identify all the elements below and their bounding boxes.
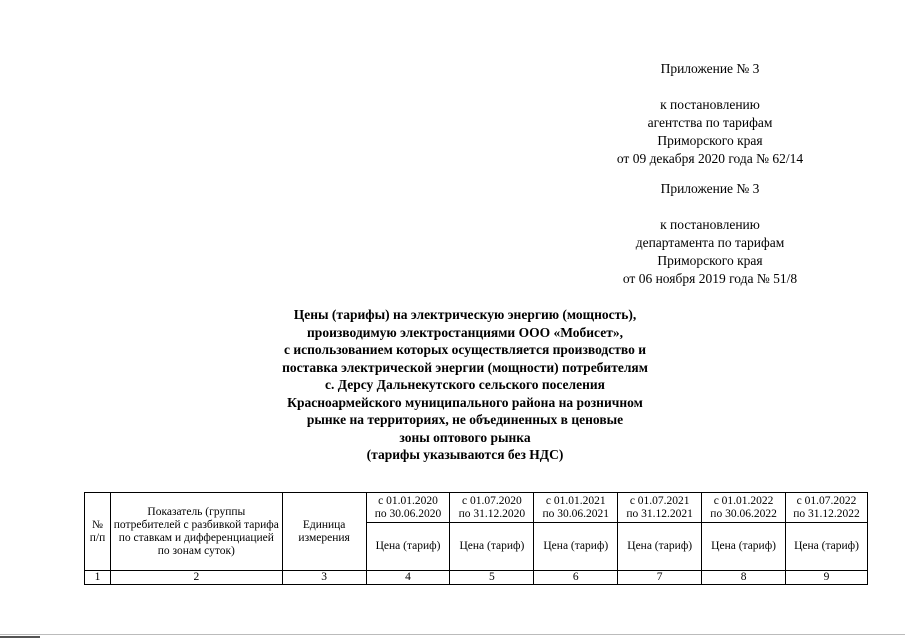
header-period: с 01.07.2021 по 31.12.2021 — [618, 493, 702, 523]
appendix-line: Приморского края — [657, 253, 763, 268]
index-cell: 7 — [618, 571, 702, 585]
title-line: производимую электростанциями ООО «Мобисет», — [307, 324, 623, 340]
header-period: с 01.07.2020 по 31.12.2020 — [450, 493, 534, 523]
index-cell: 1 — [85, 571, 111, 585]
tariff-table — [84, 492, 868, 585]
header-period: с 01.01.2020 по 30.06.2020 — [366, 493, 450, 523]
header-period: с 01.01.2022 по 30.06.2022 — [702, 493, 786, 523]
title-line: поставка электрической энергии (мощности) потребителям — [282, 359, 648, 375]
title-line: с использованием которых осуществляется производство и — [284, 342, 646, 357]
header-price: Цена (тариф) — [702, 523, 786, 571]
title-line: (тарифы указываются без НДС) — [366, 447, 564, 462]
appendix-line: Приморского края — [657, 133, 763, 148]
title-line: зоны оптового рынка — [399, 429, 531, 445]
appendix-number: Приложение № 3 — [660, 61, 760, 76]
appendix-block-2020 — [560, 60, 860, 168]
index-cell: 5 — [450, 571, 534, 585]
title-line: Цены (тарифы) на электрическую энергию (мощность), — [293, 307, 637, 322]
index-cell: 2 — [110, 571, 282, 585]
appendix-line: к постановлению — [660, 97, 760, 112]
index-cell: 3 — [282, 571, 366, 585]
scan-divider — [0, 634, 905, 635]
table-index-row — [85, 571, 868, 585]
title-line: рынке на территориях, не объединенных в ценовые — [306, 412, 624, 427]
header-price: Цена (тариф) — [366, 523, 450, 571]
index-cell: 8 — [702, 571, 786, 585]
header-price: Цена (тариф) — [618, 523, 702, 571]
document-title — [230, 306, 700, 464]
appendix-block-2019 — [560, 180, 860, 288]
appendix-number: Приложение № 3 — [660, 181, 760, 196]
header-price: Цена (тариф) — [786, 523, 868, 571]
appendix-line: от 06 ноября 2019 года № 51/8 — [622, 271, 798, 286]
scan-mark — [0, 636, 40, 638]
header-period: с 01.01.2021 по 30.06.2021 — [534, 493, 618, 523]
title-line: Красноармейского муниципального района на розничном — [287, 394, 643, 410]
appendix-line: департамента по тарифам — [635, 235, 785, 250]
header-indicator: Показатель (группы потребителей с разбивкой тарифа по ставкам и дифференциацией по зонам суток) — [110, 493, 282, 571]
header-period: с 01.07.2022 по 31.12.2022 — [786, 493, 868, 523]
index-cell: 4 — [366, 571, 450, 585]
table-header-row — [85, 493, 868, 523]
title-line: с. Дерсу Дальнекутского сельского поселения — [325, 377, 605, 392]
header-unit: Единица измерения — [282, 493, 366, 571]
appendix-line: от 09 декабря 2020 года № 62/14 — [616, 151, 804, 166]
appendix-line: агентства по тарифам — [647, 115, 773, 130]
header-price: Цена (тариф) — [450, 523, 534, 571]
header-num: № п/п — [85, 493, 111, 571]
index-cell: 6 — [534, 571, 618, 585]
header-price: Цена (тариф) — [534, 523, 618, 571]
appendix-line: к постановлению — [660, 217, 760, 232]
index-cell: 9 — [786, 571, 868, 585]
